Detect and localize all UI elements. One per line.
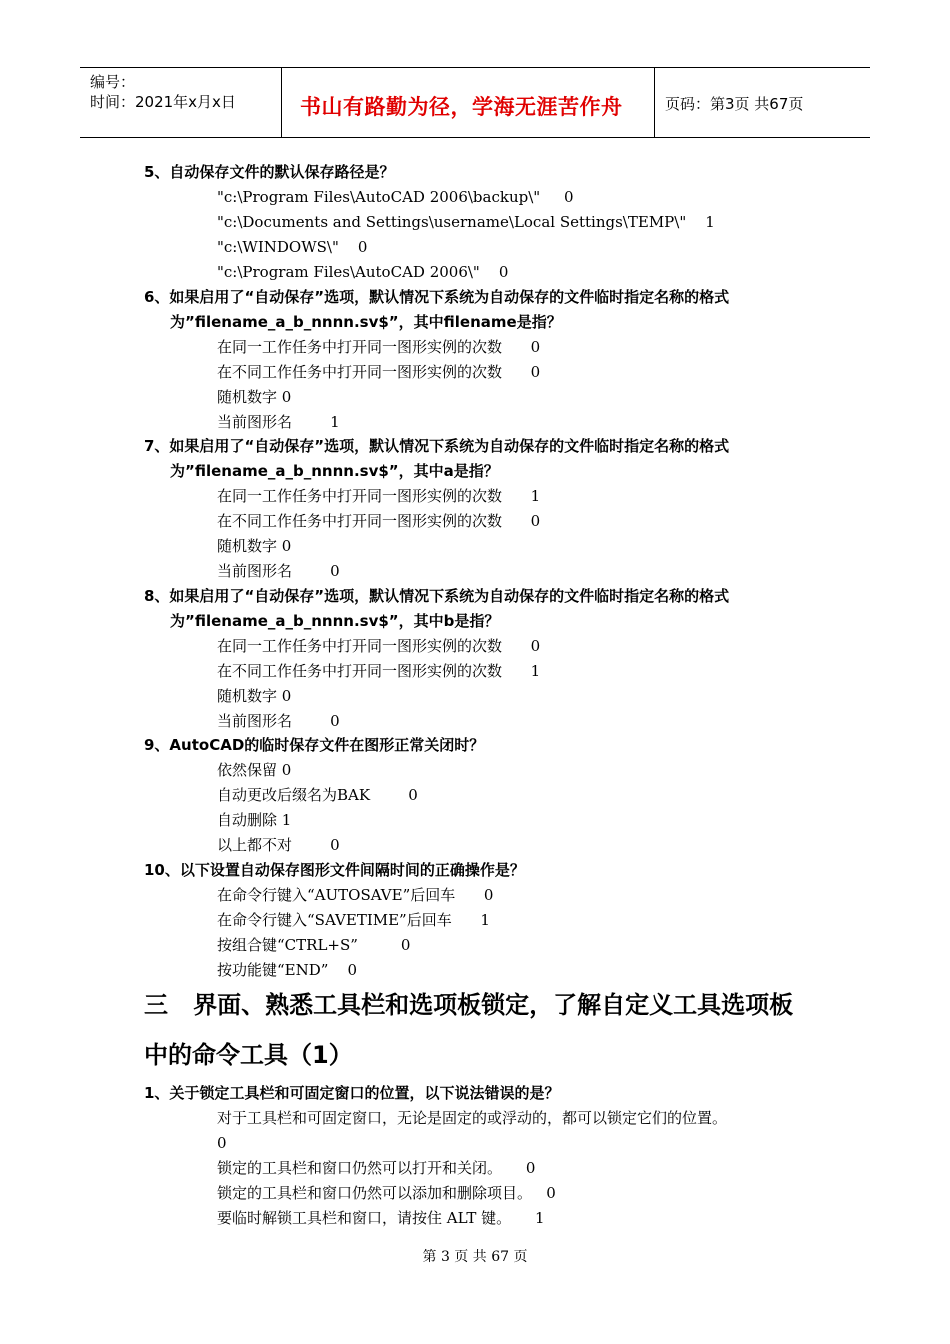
header-right-cell <box>654 68 871 137</box>
answer-option: 在同一工作任务中打开同一图形实例的次数 0 <box>217 338 541 356</box>
section-heading: 中的命令工具（1） <box>144 1041 353 1069</box>
answer-option: 随机数字 0 <box>217 537 292 555</box>
answer-option: 0 <box>217 1134 227 1152</box>
question-line: 6、如果启用了“自动保存”选项，默认情况下系统为自动保存的文件临时指定名称的格式 <box>144 288 730 306</box>
answer-option: "c:\Documents and Settings\username\Local Settings\TEMP\" 1 <box>217 213 715 231</box>
answer-option: 按功能键“END” 0 <box>217 961 358 979</box>
answer-option: 以上都不对 0 <box>217 836 340 854</box>
page-info: 页码：第3页 共67页 <box>665 95 804 113</box>
answer-option: 随机数字 0 <box>217 388 292 406</box>
answer-option: 当前图形名 1 <box>217 413 340 431</box>
page-header <box>80 67 870 138</box>
answer-option: "c:\Program Files\AutoCAD 2006\" 0 <box>217 263 509 281</box>
answer-option: 当前图形名 0 <box>217 712 340 730</box>
answer-option: 在不同工作任务中打开同一图形实例的次数 0 <box>217 512 541 530</box>
question-line-continued: 为”filename_a_b_nnnn.sv$”，其中filename是指？ <box>170 313 562 331</box>
question-line: 8、如果启用了“自动保存”选项，默认情况下系统为自动保存的文件临时指定名称的格式 <box>144 587 730 605</box>
answer-option: 在命令行键入“SAVETIME”后回车 1 <box>217 911 490 929</box>
motto: 书山有路勤为径，学海无涯苦作舟 <box>300 95 623 119</box>
question-line: 1、关于锁定工具栏和可固定窗口的位置，以下说法错误的是？ <box>144 1084 560 1102</box>
answer-option: 自动更改后缀名为BAK 0 <box>217 786 418 804</box>
answer-option: 在不同工作任务中打开同一图形实例的次数 1 <box>217 662 541 680</box>
answer-option: 锁定的工具栏和窗口仍然可以打开和关闭。 0 <box>217 1159 536 1177</box>
answer-option: 依然保留 0 <box>217 761 292 779</box>
answer-option: 要临时解锁工具栏和窗口，请按住 ALT 键。 1 <box>217 1209 545 1227</box>
question-line-continued: 为”filename_a_b_nnnn.sv$”，其中b是指？ <box>170 612 500 630</box>
date-label: 时间：2021年x月x日 <box>90 93 236 111</box>
answer-option: 在同一工作任务中打开同一图形实例的次数 1 <box>217 487 541 505</box>
answer-option: "c:\WINDOWS\" 0 <box>217 238 368 256</box>
question-line: 7、如果启用了“自动保存”选项，默认情况下系统为自动保存的文件临时指定名称的格式 <box>144 437 730 455</box>
answer-option: 在不同工作任务中打开同一图形实例的次数 0 <box>217 363 541 381</box>
answer-option: 随机数字 0 <box>217 687 292 705</box>
answer-option: 当前图形名 0 <box>217 562 340 580</box>
page-footer: 第 3 页 共 67 页 <box>422 1249 528 1265</box>
answer-option: 对于工具栏和可固定窗口，无论是固定的或浮动的，都可以锁定它们的位置。 <box>217 1109 728 1127</box>
answer-option: 在命令行键入“AUTOSAVE”后回车 0 <box>217 886 494 904</box>
answer-option: "c:\Program Files\AutoCAD 2006\backup\" 0 <box>217 188 574 206</box>
question-line-continued: 为”filename_a_b_nnnn.sv$”，其中a是指？ <box>170 462 499 480</box>
answer-option: 锁定的工具栏和窗口仍然可以添加和删除项目。 0 <box>217 1184 556 1202</box>
question-line: 9、AutoCAD的临时保存文件在图形正常关闭时？ <box>144 736 485 754</box>
header-left-cell <box>80 68 282 137</box>
answer-option: 自动删除 1 <box>217 811 292 829</box>
question-line: 5、自动保存文件的默认保存路径是？ <box>144 163 395 181</box>
answer-option: 在同一工作任务中打开同一图形实例的次数 0 <box>217 637 541 655</box>
section-heading: 三 界面、熟悉工具栏和选项板锁定，了解自定义工具选项板 <box>144 991 794 1019</box>
answer-option: 按组合键“CTRL+S” 0 <box>217 936 411 954</box>
question-line: 10、以下设置自动保存图形文件间隔时间的正确操作是？ <box>144 861 525 879</box>
number-label: 编号： <box>90 73 136 91</box>
